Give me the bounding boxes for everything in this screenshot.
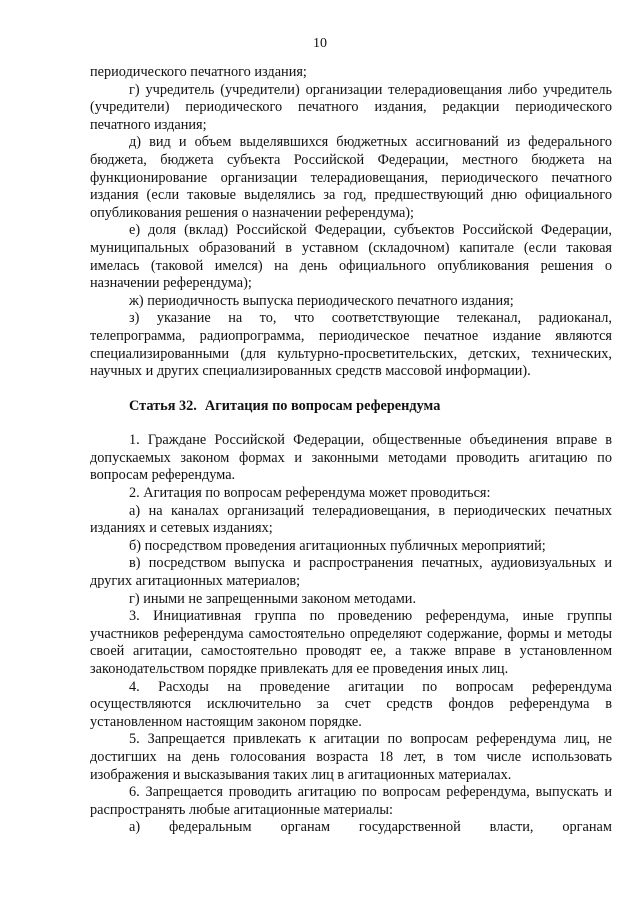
spacer [90,381,612,398]
paragraph: д) вид и объем выделявшихся бюджетных ассигнований из федерального бюджета, бюджета субъекта Российской Федерации, местного бюджета на функционирование организации телерадиовещания, периодического печатного издания (если таковые выделялись за год, предшествующий дню официального опубликования решения о назначении референдума); [90,134,612,221]
paragraph: г) учредитель (учредители) организации телерадиовещания либо учредитель (учредители) периодического печатного издания, редакции периодического печатного издания; [90,81,612,133]
paragraph: ж) периодичность выпуска периодического печатного издания; [129,292,514,309]
document-body [90,64,612,837]
paragraph: з) указание на то, что соответствующие телеканал, радиоканал, телепрограмма, радиопрограмма, периодическое печатное издание являются специализированными (для культурно-просветительских, детских, технических, научных и других специализированных средств массовой информации). [90,310,612,380]
paragraph-last-line [90,819,612,837]
word: а) [129,819,141,836]
article-title: Агитация по вопросам референдума [204,397,441,414]
paragraph: периодического печатного издания; [90,64,307,80]
word: органам [562,819,612,836]
word: власти, [489,819,534,836]
paragraph: в) посредством выпуска и распространения печатных, аудиовизуальных и других агитационных материалов; [90,555,612,590]
paragraph: г) иными не запрещенными законом методами. [129,590,417,607]
paragraph: 1. Граждане Российской Федерации, общественные объединения вправе в допускаемых законом формах и законными методами проводить агитацию по вопросам референдума. [90,432,612,484]
paragraph: 4. Расходы на проведение агитации по вопросам референдума осуществляются исключительно за счет средств фондов референдума в установленном настоящим законом порядке. [90,678,612,730]
article-number: Статья 32. [129,397,197,414]
spacer [90,415,612,432]
word: органам [280,819,331,836]
word: государственной [358,819,461,836]
paragraph: б) посредством проведения агитационных публичных мероприятий; [129,537,546,554]
paragraph: а) на каналах организаций телерадиовещания, в периодических печатных изданиях и сетевых изданиях; [90,502,612,537]
paragraph: 5. Запрещается привлекать к агитации по вопросам референдума лиц, не достигших на день голосования возраста 18 лет, в том числе использовать изображения и высказывания таких лиц в агитационных материалах. [90,731,612,783]
paragraph: 3. Инициативная группа по проведению референдума, иные группы участников референдума самостоятельно определяют содержание, формы и методы своей агитации, самостоятельно проводят ее, а также вправе в установленном законодательством порядке привлекать для ее проведения иных лиц. [90,608,612,677]
word: федеральным [168,819,252,836]
paragraph: е) доля (вклад) Российской Федерации, субъектов Российской Федерации, муниципальных образований в уставном (складочном) капитале (если таковая имелась (таковой имелся) на день официального опубликования решения о назначении референдума); [90,222,612,292]
page-number: 10 [313,36,327,51]
paragraph: 6. Запрещается проводить агитацию по вопросам референдума, выпускать и распространять любые агитационные материалы: [90,784,612,818]
article-heading [90,398,612,416]
paragraph: 2. Агитация по вопросам референдума может проводиться: [129,485,491,502]
